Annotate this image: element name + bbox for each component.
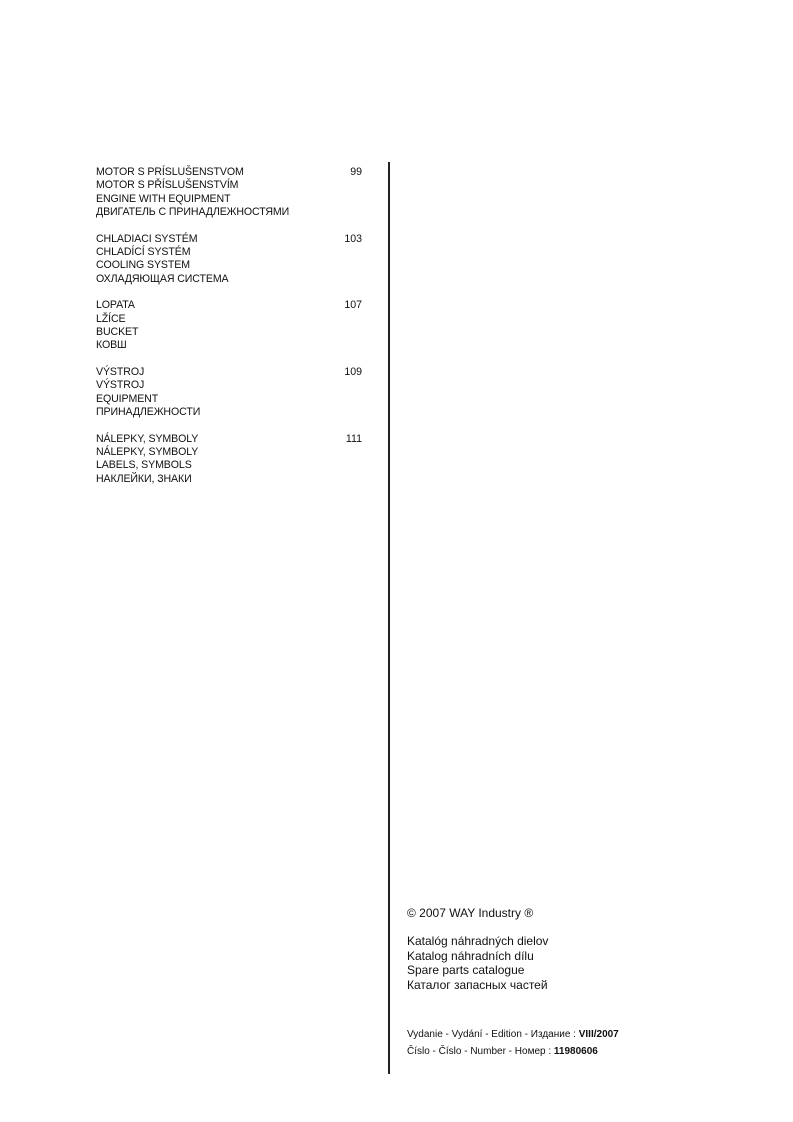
- table-of-contents: [96, 166, 364, 499]
- number-line: [407, 1043, 767, 1060]
- vertical-divider: [388, 162, 390, 1074]
- toc-page-number: 99: [350, 166, 362, 178]
- toc-section-cooling: [96, 233, 364, 287]
- edition-label: Vydanie - Vydání - Edition - Издание :: [407, 1029, 579, 1041]
- toc-page-number: 109: [344, 365, 362, 378]
- toc-page-number: 103: [344, 232, 362, 245]
- toc-section-engine: [96, 166, 364, 220]
- toc-title-en: EQUIPMENT: [96, 392, 159, 405]
- toc-title-en: COOLING SYSTEM: [96, 259, 190, 272]
- toc-title-ru: ДВИГАТЕЛЬ С ПРИНАДЛЕЖНОСТЯМИ: [96, 206, 290, 219]
- toc-title-cz: VÝSTROJ: [96, 379, 145, 392]
- toc-title-cz: MOTOR S PŘÍSLUŠENSTVÍM: [96, 179, 239, 192]
- catalogue-title-en: Spare parts catalogue: [407, 963, 525, 978]
- toc-title-ru: НАКЛЕЙКИ, ЗНАКИ: [96, 472, 192, 485]
- toc-section-equipment: [96, 366, 364, 420]
- toc-title-sk: NÁLEPKY, SYMBOLY: [96, 432, 199, 445]
- catalogue-title-cz: Katalog náhradních dílu: [407, 948, 534, 963]
- toc-title-cz: LŽÍCE: [96, 312, 126, 325]
- number-label: Číslo - Číslo - Number - Номер :: [407, 1046, 554, 1058]
- edition-line: [407, 1026, 767, 1043]
- toc-title-ru: ОХЛАДЯЮЩАЯ СИСТЕМА: [96, 272, 229, 285]
- toc-title-cz: CHLADÍCÍ SYSTÉM: [96, 246, 191, 259]
- toc-section-bucket: [96, 299, 364, 353]
- toc-title-sk: VÝSTROJ: [96, 365, 145, 378]
- toc-title-en: ENGINE WITH EQUIPMENT: [96, 192, 231, 205]
- toc-title-cz: NÁLEPKY, SYMBOLY: [96, 445, 199, 458]
- toc-page-number: 111: [345, 432, 362, 445]
- toc-title-ru: ПРИНАДЛЕЖНОСТИ: [96, 406, 201, 419]
- publication-info: [407, 1026, 767, 1060]
- toc-title-sk: CHLADIACI SYSTÉM: [96, 232, 198, 245]
- number-value: 11980606: [553, 1046, 598, 1058]
- copyright-notice: © 2007 WAY Industry ®: [407, 906, 534, 920]
- toc-section-labels: [96, 433, 364, 487]
- toc-page-number: 107: [344, 299, 362, 312]
- edition-value: VIII/2007: [578, 1029, 619, 1041]
- toc-title-sk: LOPATA: [96, 299, 135, 312]
- toc-title-sk: MOTOR S PRÍSLUŠENSTVOM: [96, 166, 244, 178]
- toc-title-en: BUCKET: [96, 326, 139, 339]
- colophon: [407, 906, 767, 1060]
- catalogue-title-ru: Каталог запасных частей: [407, 977, 548, 992]
- catalogue-title-sk: Katalóg náhradných dielov: [407, 934, 549, 948]
- toc-title-en: LABELS, SYMBOLS: [96, 459, 192, 472]
- toc-title-ru: КОВШ: [96, 339, 127, 352]
